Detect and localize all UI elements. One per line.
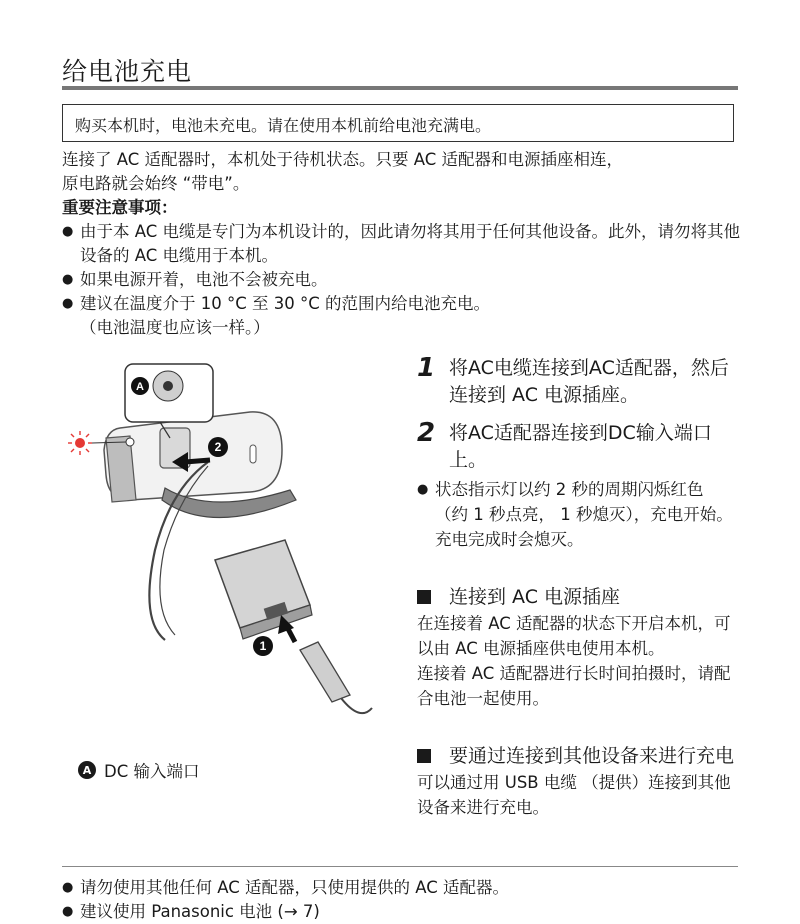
section-usb-charging	[417, 743, 737, 820]
step-1	[417, 355, 747, 409]
caption-text: DC 输入端口	[104, 762, 200, 781]
notice-box	[62, 104, 734, 142]
notes-paren: （电池温度也应该一样。）	[80, 318, 270, 337]
note-item: ● 如果电源开着，电池不会被充电。	[62, 268, 742, 292]
ac-cable-plug	[300, 642, 372, 713]
step-2	[417, 420, 747, 474]
step-text: 将AC电缆连接到AC适配器，然后连接到 AC 电源插座。	[449, 357, 729, 406]
important-notes	[62, 196, 742, 340]
square-bullet-icon	[417, 749, 431, 763]
label-a: A	[136, 381, 144, 393]
status-note	[417, 477, 735, 552]
caption-marker: A	[78, 761, 96, 779]
bottom-note-item: ● 建议使用 Panasonic 电池 (→ 7)	[62, 900, 742, 924]
title-divider	[62, 86, 738, 90]
step-number: 1	[417, 353, 436, 383]
illustration-caption	[78, 758, 199, 782]
bottom-notes	[62, 876, 742, 924]
section-heading: 要通过连接到其他设备来进行充电	[417, 743, 737, 770]
section-body: 连接着 AC 适配器进行长时间拍摄时，请配合电池一起使用。	[417, 664, 731, 708]
label-2: 2	[214, 440, 222, 454]
section-body: 在连接着 AC 适配器的状态下开启本机，可以由 AC 电源插座供电使用本机。	[417, 614, 731, 658]
intro-line: 连接了 AC 适配器时，本机处于待机状态。只要 AC 适配器和电源插座相连，	[62, 150, 624, 169]
note-item: ● 建议在温度介于 10 °C 至 30 °C 的范围内给电池充电。	[62, 292, 742, 316]
section-heading: 连接到 AC 电源插座	[417, 584, 737, 611]
insert-arrow	[185, 460, 210, 462]
bottom-divider	[62, 866, 738, 867]
step-text: 将AC适配器连接到DC输入端口上。	[449, 422, 712, 471]
section-body: 可以通过用 USB 电缆 （提供）连接到其他设备来进行充电。	[417, 773, 731, 817]
notes-heading: 重要注意事项：	[62, 198, 178, 217]
page-title: 给电池充电	[62, 57, 193, 86]
intro-line: 原电路就会始终 “带电”。	[62, 174, 250, 193]
notice-text: 购买本机时，电池未充电。请在使用本机前给电池充满电。	[75, 116, 492, 135]
square-bullet-icon	[417, 590, 431, 604]
step-number: 2	[417, 418, 436, 448]
section-ac-outlet	[417, 584, 737, 711]
note-item: ● 由于本 AC 电缆是专门为本机设计的，因此请勿将其用于任何其他设备。此外，请勿将其他设备的 AC 电缆用于本机。	[62, 220, 742, 268]
ac-adapter-drawing	[215, 540, 312, 639]
charging-illustration	[60, 350, 400, 750]
camcorder-drawing	[104, 412, 296, 518]
label-1: 1	[259, 639, 267, 653]
bottom-note-item: ● 请勿使用其他任何 AC 适配器，只使用提供的 AC 适配器。	[62, 876, 742, 900]
status-note-done: 充电完成时会熄灭。	[435, 530, 584, 549]
status-note-bullet: ● 状态指示灯以约 2 秒的周期闪烁红色 （约 1 秒点亮， 1 秒熄灭），充电开始。	[417, 477, 735, 527]
intro-paragraph	[62, 148, 742, 196]
